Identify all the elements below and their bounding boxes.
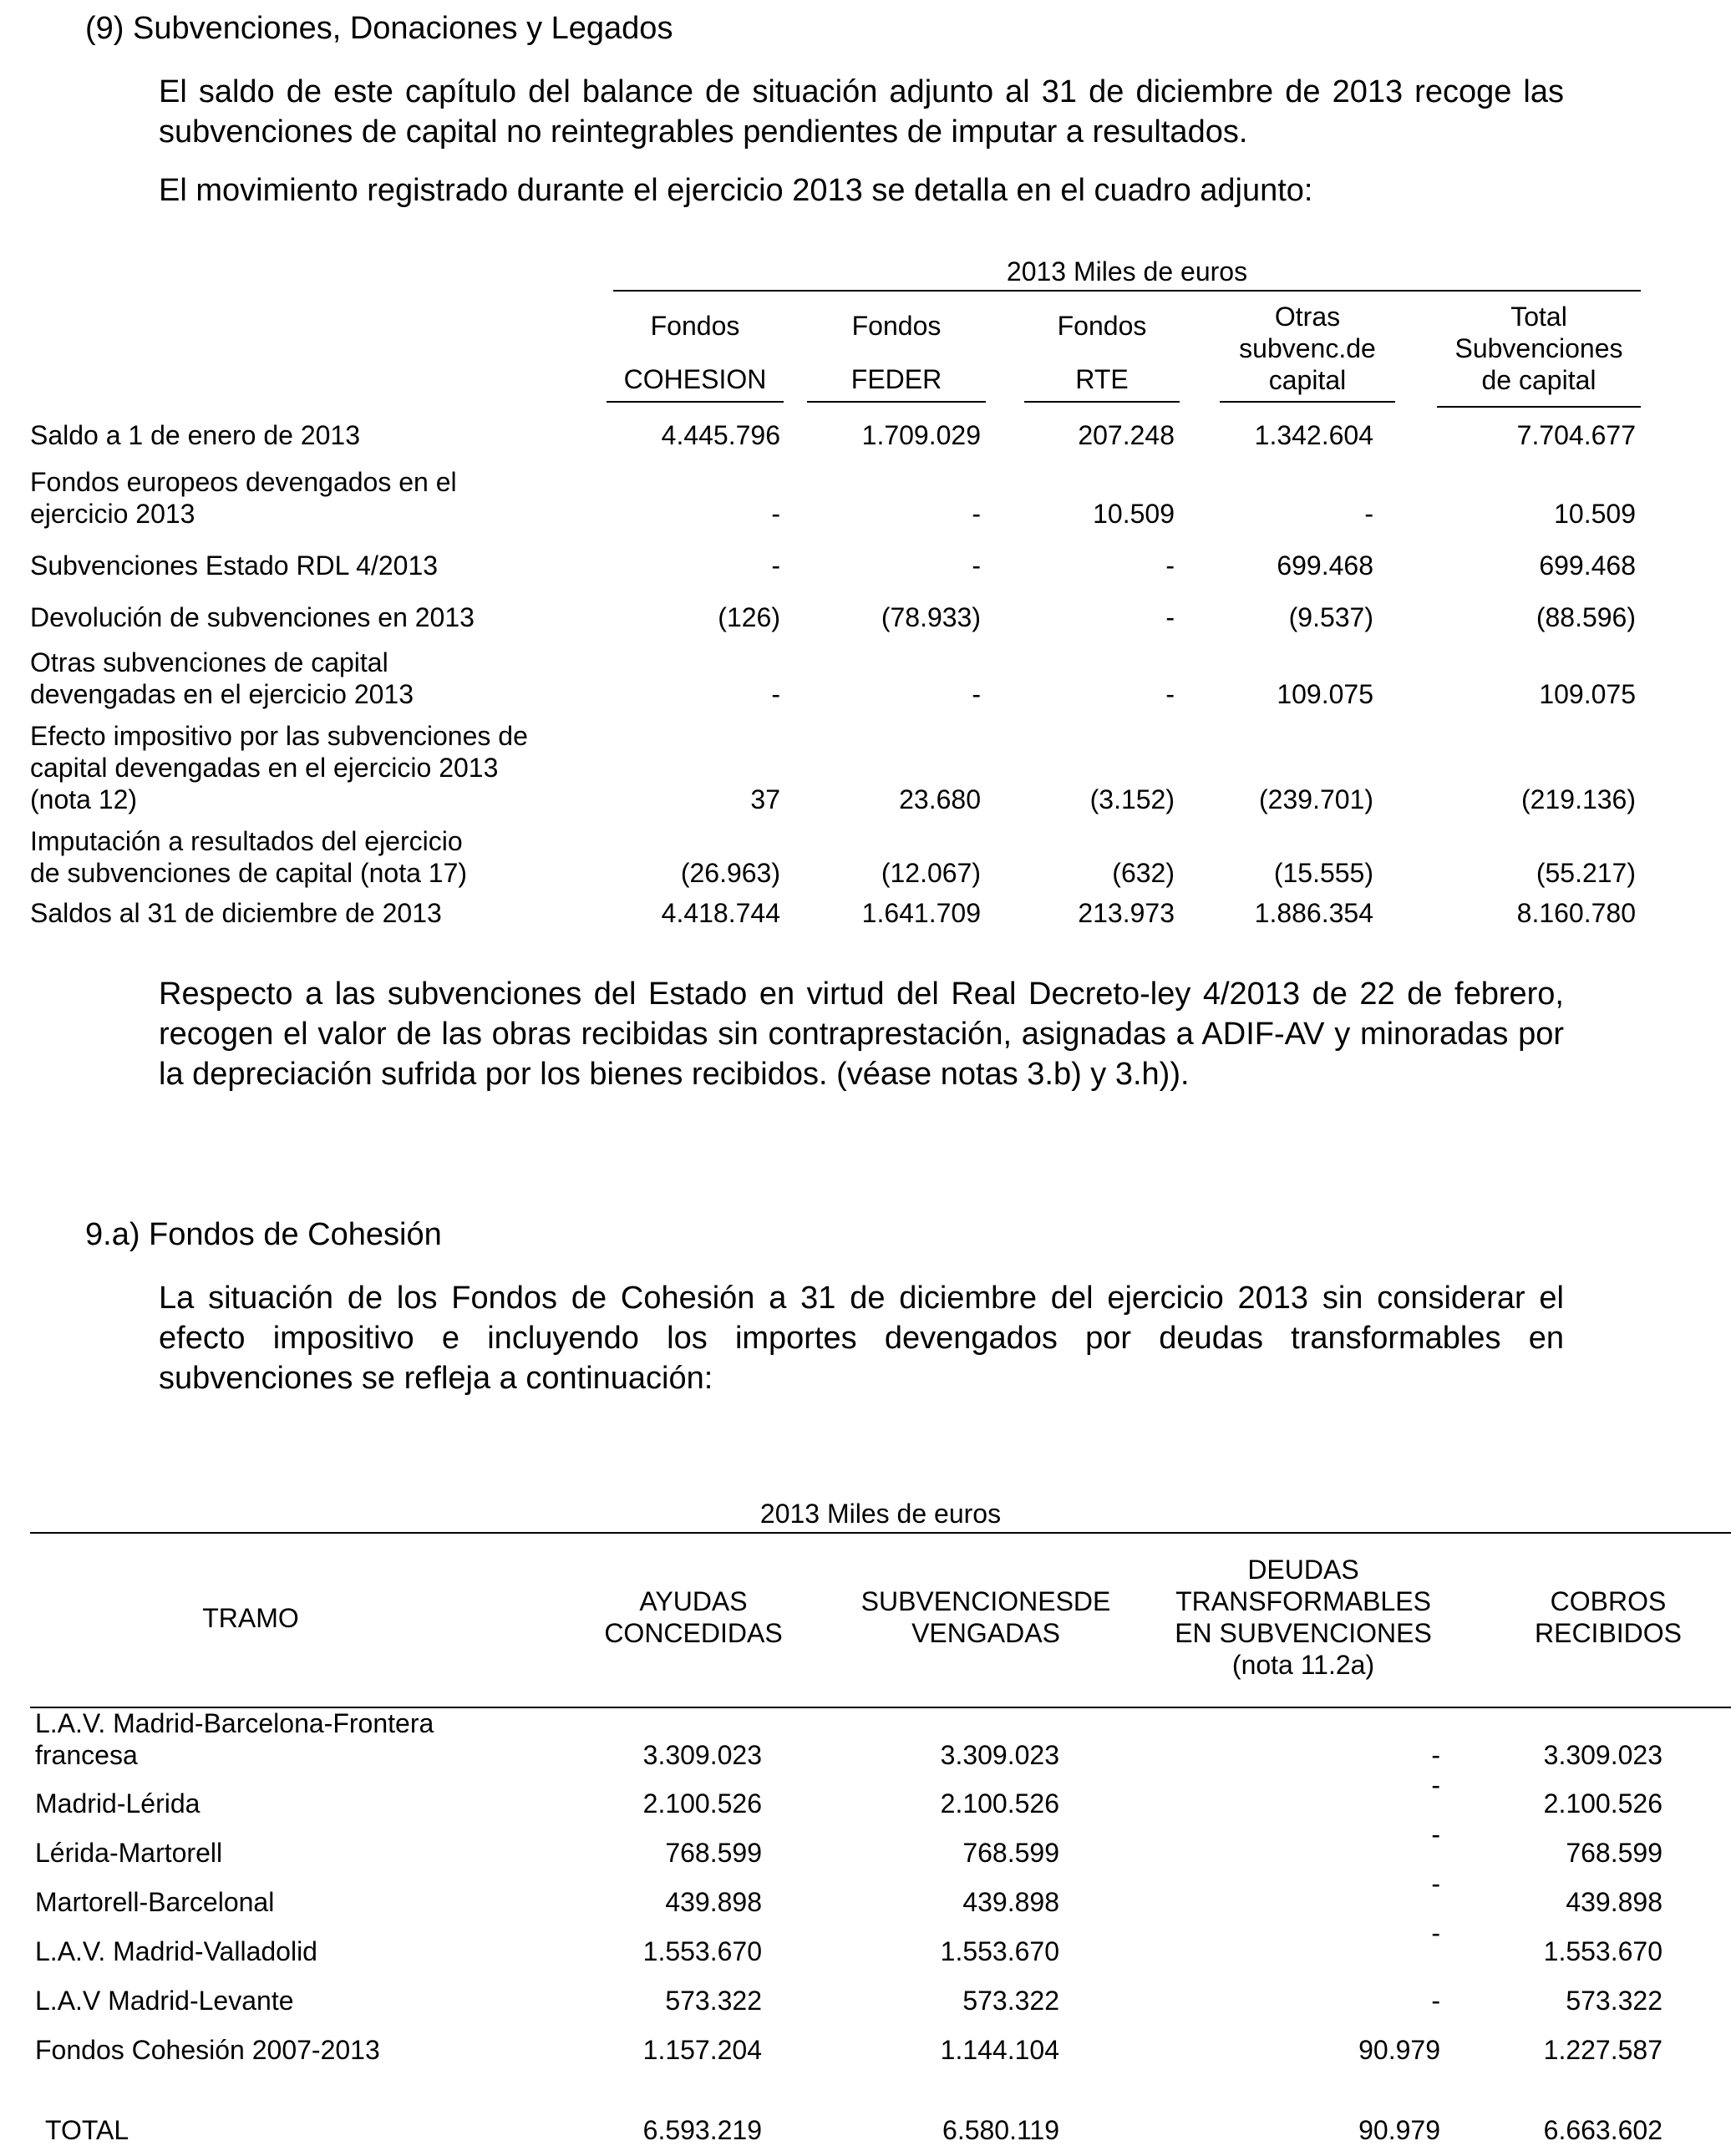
row-label: Subvenciones Estado RDL 4/2013 (30, 550, 439, 581)
table-cell: 573.322 (665, 1986, 762, 2016)
row-label: de subvenciones de capital (nota 17) (30, 858, 468, 888)
table-cell: - (771, 550, 780, 581)
table-cell: (239.701) (1259, 784, 1373, 814)
section-heading: 9.a) Fondos de Cohesión (85, 1217, 442, 1252)
row-label: Efecto impositivo por las subvenciones de (30, 721, 528, 751)
table-cell: - (1431, 1819, 1440, 1849)
table-cell: (88.596) (1536, 602, 1636, 632)
table-cell: - (1431, 1740, 1440, 1770)
table-cell: 768.599 (665, 1838, 762, 1868)
table-cell: - (1431, 1986, 1440, 2016)
column-header: RECIBIDOS (1534, 1618, 1683, 1648)
column-header: DEUDAS (1247, 1555, 1359, 1585)
table-cell: 3.309.023 (642, 1740, 762, 1770)
total-cell: 6.663.602 (1543, 2115, 1662, 2145)
table-cell: 1.227.587 (1543, 2035, 1662, 2065)
column-header: Total (1510, 302, 1567, 332)
table-caption: 2013 Miles de euros (1006, 256, 1248, 287)
column-header: subvenc.de (1239, 333, 1376, 363)
column-header: Fondos (1057, 311, 1147, 341)
table-cell: 1.553.670 (642, 1936, 762, 1966)
row-label: devengadas en el ejercicio 2013 (30, 679, 414, 709)
table-cell: 7.704.677 (1516, 420, 1636, 450)
table-cell: (9.537) (1288, 602, 1373, 632)
column-header: capital (1268, 365, 1347, 395)
column-header: TRANSFORMABLES (1175, 1586, 1431, 1616)
column-header: TRAMO (202, 1603, 299, 1633)
column-header: Subvenciones (1454, 333, 1623, 363)
table-cell: 439.898 (1566, 1887, 1662, 1917)
header-rule (1220, 401, 1395, 403)
table-cell: 699.468 (1277, 550, 1373, 581)
table-cell: 37 (750, 784, 780, 814)
column-header: Fondos (650, 311, 740, 341)
table-cell: 439.898 (962, 1887, 1059, 1917)
row-label: ejercicio 2013 (30, 499, 195, 529)
header-rule (807, 401, 986, 403)
table-cell: - (972, 499, 981, 529)
row-label: L.A.V. Madrid-Valladolid (35, 1936, 317, 1966)
header-rule (607, 401, 784, 403)
table-cell: 1.553.670 (940, 1936, 1059, 1966)
table-cell: (26.963) (680, 858, 780, 888)
paragraph: La situación de los Fondos de Cohesión a 31 de diciembre del ejercicio 2013 sin considerar el efecto impositivo e incluyendo los importes devengados por deudas transformables en subvenciones se refleja a continuación: (159, 1281, 1564, 1396)
total-label: TOTAL (45, 2115, 129, 2145)
table-cell: - (972, 550, 981, 581)
column-header: Fondos (851, 311, 942, 341)
table-rule (30, 1532, 1731, 1534)
table-cell: - (1165, 602, 1175, 632)
column-header: FEDER (850, 364, 942, 394)
paragraph: El movimiento registrado durante el ejercicio 2013 se detalla en el cuadro adjunto: (159, 173, 1313, 208)
row-label: Imputación a resultados del ejercicio (30, 826, 463, 856)
row-label: (nota 12) (30, 784, 138, 814)
table-cell: - (1431, 1869, 1440, 1899)
column-header: RTE (1075, 364, 1129, 394)
row-label: capital devengadas en el ejercicio 2013 (30, 753, 499, 783)
table-cell: (219.136) (1521, 784, 1636, 814)
table-cell: (15.555) (1273, 858, 1373, 888)
column-header: Otras (1274, 302, 1341, 332)
row-label: Otras subvenciones de capital (30, 647, 388, 677)
table-cell: 3.309.023 (940, 1740, 1059, 1770)
table-cell: 1.553.670 (1543, 1936, 1662, 1966)
column-header: AYUDAS (639, 1586, 748, 1616)
paragraph: Respecto a las subvenciones del Estado en virtud del Real Decreto-ley 4/2013 de 22 de febrero, recogen el valor de las obras recibidas sin contraprestación, asignadas a ADIF-AV y minoradas por la depreciación sufrida por los bienes recibidos. (véase notas 3.b) y 3.h)). (159, 977, 1564, 1092)
column-header: CONCEDIDAS (604, 1618, 783, 1648)
table-cell: 2.100.526 (940, 1788, 1059, 1819)
table-cell: 439.898 (665, 1887, 762, 1917)
total-cell: 6.580.119 (942, 2115, 1059, 2145)
table-cell: 4.418.744 (661, 898, 780, 928)
table-cell: (126) (718, 602, 780, 632)
column-header: (nota 11.2a) (1231, 1650, 1375, 1680)
table-cell: 2.100.526 (1543, 1788, 1662, 1819)
table-cell: 10.509 (1554, 499, 1636, 529)
header-rule (1437, 406, 1641, 408)
table-cell: 768.599 (1566, 1838, 1662, 1868)
table-cell: 573.322 (962, 1986, 1059, 2016)
column-header: VENGADAS (911, 1618, 1060, 1648)
table-cell: 1.342.604 (1254, 420, 1373, 450)
column-header: COHESION (623, 364, 767, 394)
table-cell: 1.641.709 (861, 898, 981, 928)
paragraph: El saldo de este capítulo del balance de situación adjunto al 31 de diciembre de 2013 recoge las subvenciones de capital no reintegrables pendientes de imputar a resultados. (159, 74, 1564, 150)
table-cell: 1.886.354 (1254, 898, 1373, 928)
table-cell: 23.680 (899, 784, 981, 814)
table-cell: 213.973 (1078, 898, 1175, 928)
table-cell: 207.248 (1078, 420, 1175, 450)
table-cell: 8.160.780 (1516, 898, 1636, 928)
table-cell: - (771, 499, 780, 529)
row-label: Saldo a 1 de enero de 2013 (30, 420, 360, 450)
table-cell: - (771, 679, 780, 709)
table-cell: - (1431, 1770, 1440, 1800)
row-label: Devolución de subvenciones en 2013 (30, 602, 475, 632)
table-cell: 2.100.526 (642, 1788, 762, 1819)
row-label: Lérida-Martorell (35, 1838, 223, 1868)
row-label: L.A.V Madrid-Levante (35, 1986, 294, 2016)
table-rule (613, 290, 1641, 292)
table-cell: - (1165, 679, 1175, 709)
row-label: francesa (35, 1740, 138, 1770)
table-cell: (12.067) (881, 858, 981, 888)
table-cell: 4.445.796 (661, 420, 780, 450)
table-cell: - (1364, 499, 1373, 529)
table-cell: (78.933) (881, 602, 981, 632)
column-header: EN SUBVENCIONES (1175, 1618, 1432, 1648)
table-cell: 109.075 (1539, 679, 1636, 709)
column-header: SUBVENCIONESDE (860, 1586, 1111, 1616)
table-cell: - (1431, 1918, 1440, 1948)
row-label: Madrid-Lérida (35, 1788, 201, 1819)
table-cell: - (972, 679, 981, 709)
table-cell: (632) (1112, 858, 1175, 888)
row-label: Fondos Cohesión 2007-2013 (35, 2035, 380, 2065)
row-label: L.A.V. Madrid-Barcelona-Frontera (35, 1708, 434, 1738)
total-cell: 90.979 (1358, 2115, 1440, 2145)
table-cell: 3.309.023 (1543, 1740, 1662, 1770)
table-cell: 90.979 (1358, 2035, 1440, 2065)
column-header: de capital (1481, 365, 1596, 395)
table-cell: 768.599 (962, 1838, 1059, 1868)
table-cell: 109.075 (1277, 679, 1373, 709)
table-cell: 573.322 (1566, 1986, 1662, 2016)
table-cell: 1.157.204 (642, 2035, 762, 2065)
table-cell: (3.152) (1089, 784, 1175, 814)
table-cell: 1.709.029 (861, 420, 981, 450)
column-header: COBROS (1550, 1586, 1667, 1616)
section-heading: (9) Subvenciones, Donaciones y Legados (85, 11, 673, 46)
table-cell: (55.217) (1536, 858, 1636, 888)
row-label: Fondos europeos devengados en el (30, 467, 457, 497)
table-cell: 699.468 (1539, 550, 1636, 581)
total-cell: 6.593.219 (642, 2115, 762, 2145)
table-cell: - (1165, 550, 1175, 581)
table-cell: 1.144.104 (940, 2035, 1059, 2065)
row-label: Martorell-Barcelonal (35, 1887, 275, 1917)
table-cell: 10.509 (1093, 499, 1175, 529)
header-rule (1024, 401, 1180, 403)
row-label: Saldos al 31 de diciembre de 2013 (30, 898, 442, 928)
table-caption: 2013 Miles de euros (759, 1499, 1002, 1529)
